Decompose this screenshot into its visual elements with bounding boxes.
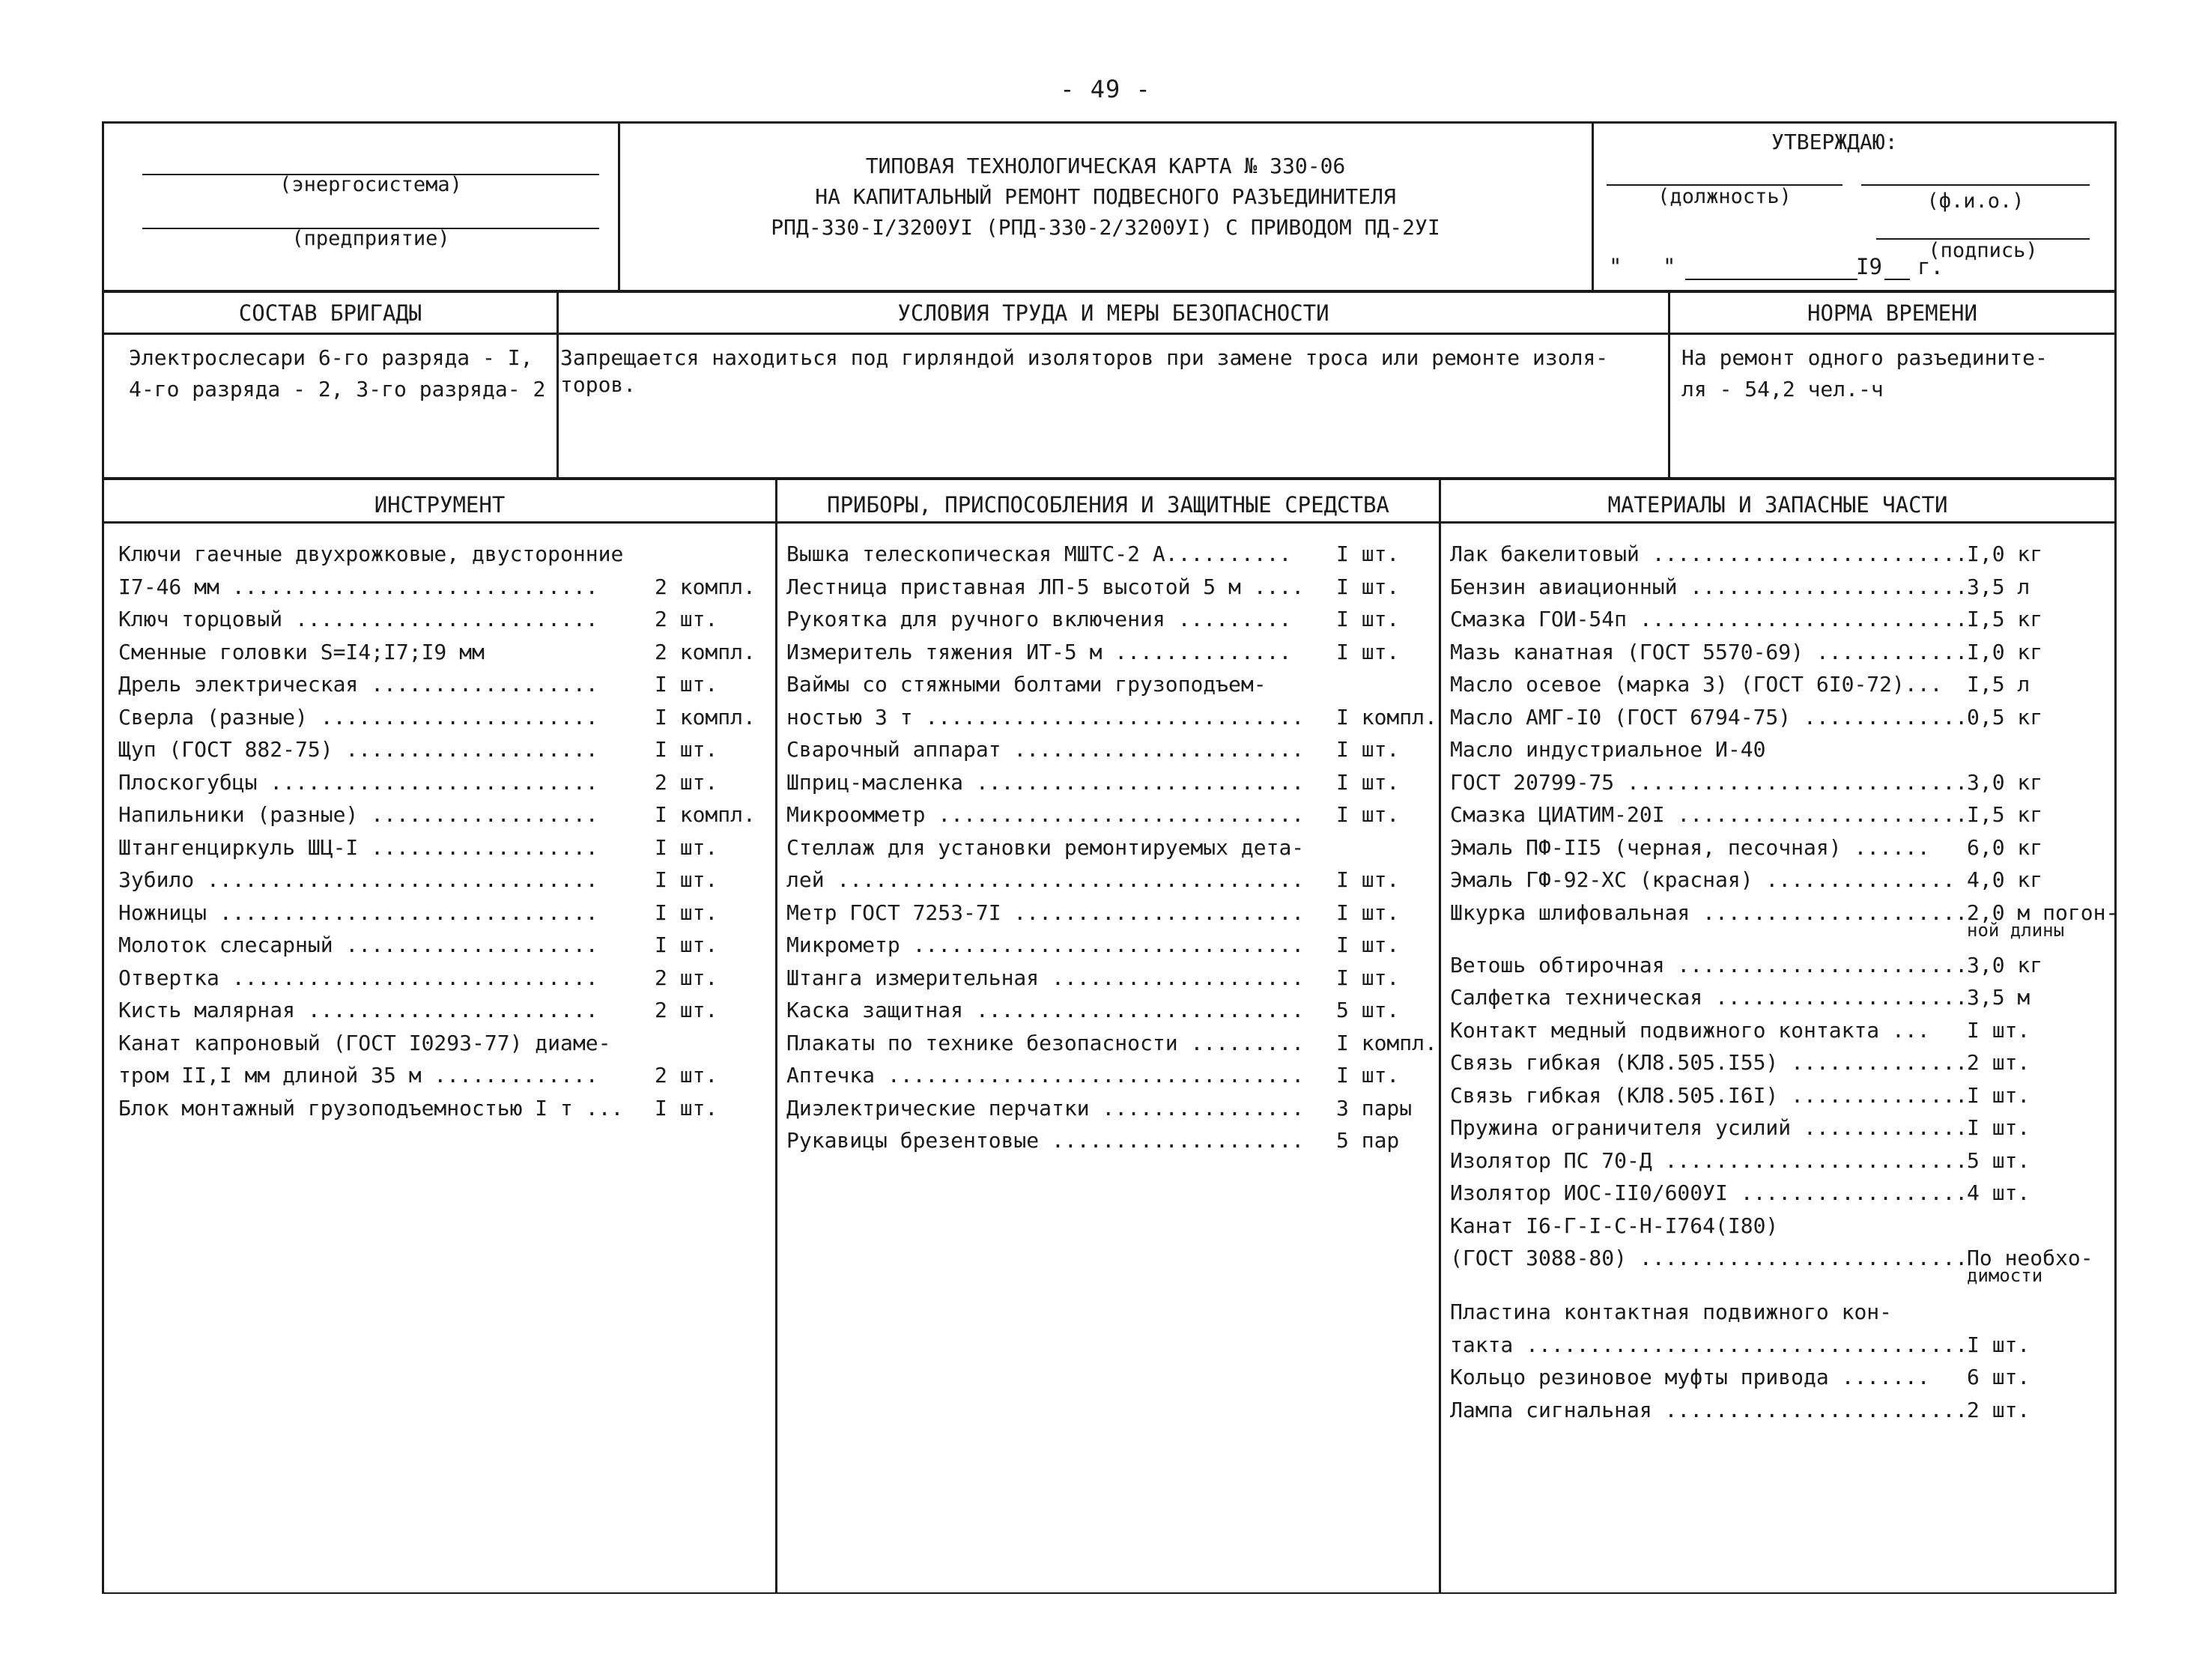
list-item [1450,636,2114,669]
item-qty: I,0 кг [1967,542,2043,566]
item-qty: 2 компл. [655,574,756,599]
list-item [118,897,770,930]
item-qty: 2 компл. [655,639,756,664]
list-item [786,798,1435,831]
item-name: Изолятор ПС 70-Д ........................ [1450,1147,1968,1173]
item-qty: I шт. [1336,867,1400,892]
list-item [1450,668,2114,701]
item-qty: I шт. [1967,1082,2030,1108]
item-name: ГОСТ 20799-75 ........................... [1450,769,1968,795]
item-name: Лампа сигнальная ........................ [1450,1397,1968,1422]
item-qty: I шт. [1967,1115,2030,1140]
item-name: Молоток слесарный .................... [118,933,598,957]
item-name: Пластина контактная подвижного кон- [1450,1300,1893,1324]
energy-system-caption: (энергосистема) [279,173,462,196]
item-name: Щуп (ГОСТ 882-75) .................... [118,737,598,762]
lists-divider-right [1439,478,1441,1594]
item-qty: 3 пары [1336,1095,1413,1120]
brigade-line-1: Электрослесари 6-го разряда - I, [129,345,533,370]
item-name: Каска защитная .......................... [786,998,1305,1022]
approve-title: УТВЕРЖДАЮ: [1771,130,1898,154]
item-name: Смазка ЦИАТИМ-20I ....................... [1450,802,1968,827]
list-item [1450,1144,2114,1177]
item-name: Связь гибкая (КЛ8.505.I55) .............. [1450,1050,1968,1075]
list-item [786,603,1435,636]
item-name: Изолятор ИОС-II0/600УI .................. [1450,1180,1968,1205]
item-qty: 2 шт. [655,998,718,1022]
list-item [786,701,1435,734]
list-item [118,766,770,799]
item-qty: I компл. [1336,704,1437,730]
item-qty: I шт. [1336,639,1400,664]
item-qty: I шт. [1336,900,1400,925]
item-qty: 5 пар [1336,1128,1400,1153]
list-item [786,668,1435,701]
item-name: такта ................................... [1450,1332,1968,1357]
item-name: Масло индустриальное И-40 [1450,737,1766,762]
item-name: Связь гибкая (КЛ8.505.I6I) .............. [1450,1082,1968,1108]
list-item [1450,1361,2114,1394]
list-item [786,897,1435,930]
item-name: Блок монтажный грузоподъемностью I т ... [118,1095,624,1120]
item-qty: 5 шт. [1336,998,1400,1022]
item-qty: I компл. [1336,1030,1437,1055]
item-qty: 3,0 кг [1967,769,2043,795]
item-name: Эмаль ПФ-II5 (черная, песочная) ...... [1450,834,1930,860]
item-name: Сварочный аппарат ....................... [786,737,1305,762]
list-item [118,1092,770,1125]
item-name: Канат I6-Г-I-С-Н-I764(I80) [1450,1213,1779,1238]
item-name: Стеллаж для установки ремонтируемых дета- [786,834,1305,860]
list-item [786,1059,1435,1092]
list-item [1450,949,2114,982]
item-qty: I шт. [655,672,718,697]
item-name: Шкурка шлифовальная ..................... [1450,900,1968,925]
list-item [1450,1112,2114,1144]
item-name: Салфетка техническая .................... [1450,985,1968,1010]
year-line [1884,279,1910,280]
item-name: Лестница приставная ЛП-5 высотой 5 м .... [786,574,1305,599]
list-item [118,864,770,897]
item-qty: I шт. [655,900,718,925]
list-item [1450,603,2114,636]
list-item [118,962,770,995]
item-name: Плакаты по технике безопасности ......... [786,1030,1305,1055]
item-qty: I шт. [1336,607,1400,631]
list-item [786,1027,1435,1060]
item-qty: 5 шт. [1967,1147,2030,1173]
list-item [118,538,770,571]
list-item [118,733,770,766]
item-name: Штангенциркуль ШЦ-I .................. [118,834,598,860]
item-name: Микрометр ............................... [786,933,1305,957]
item-name: Аптечка ................................. [786,1063,1305,1088]
date-quote-open: " [1609,254,1622,279]
lists-heading-rule [102,521,2117,524]
item-name: Сверла (разные) ...................... [118,704,598,730]
item-qty: I шт. [1336,769,1400,795]
time-norm-line-2: ля - 54,2 чел.-ч [1681,377,1884,401]
item-name: Напильники (разные) .................. [118,802,598,827]
safety-heading: УСЛОВИЯ ТРУДА И МЕРЫ БЕЗОПАСНОСТИ [897,300,1329,326]
item-name: Кольцо резиновое муфты привода ....... [1450,1365,1930,1389]
item-name: Дрель электрическая .................. [118,672,598,697]
list-item [1450,1242,2114,1296]
item-name: Зубило ............................... [118,867,598,892]
item-name: (ГОСТ 3088-80) .......................... [1450,1246,1968,1270]
list-item [786,636,1435,669]
item-name: лей ..................................... [786,867,1305,892]
item-qty: I шт. [1336,933,1400,957]
item-qty: 3,5 м [1967,985,2030,1010]
item-name: тром II,I мм длиной 35 м ............. [118,1063,598,1088]
item-name: Ключи гаечные двухрожковые, двусторонние [118,542,624,566]
list-item [1450,701,2114,734]
list-item [786,962,1435,995]
item-qty: 2 шт. [1967,1050,2030,1075]
item-qty: I шт. [1336,1063,1400,1088]
item-name: Диэлектрические перчатки ................ [786,1095,1305,1120]
item-qty: 2 шт. [655,607,718,631]
list-item [1450,897,2119,949]
item-name: Сменные головки S=I4;I7;I9 мм [118,639,598,664]
materials-heading: МАТЕРИАЛЫ И ЗАПАСНЫЕ ЧАСТИ [1607,492,1948,518]
card-title-line-2: НА КАПИТАЛЬНЫЙ РЕМОНТ ПОДВЕСНОГО РАЗЪЕДИНИТЕЛЯ [815,184,1396,209]
item-qty: 2 шт. [1967,1397,2030,1422]
brigade-line-2: 4-го разряда - 2, 3-го разряда- 2 [129,377,546,401]
list-item [1450,733,2114,766]
safety-line-1: Запрещается находиться под гирляндой изоляторов при замене троса или ремонте изоля- [560,345,1609,370]
item-qty: I шт. [655,834,718,860]
item-name: Пружина ограничителя усилий ............. [1450,1115,1968,1140]
list-item [1450,538,2114,571]
item-qty: I шт. [1336,965,1400,990]
item-qty: 2 шт. [655,1063,718,1088]
list-item [1450,864,2114,897]
item-qty: I шт. [1336,542,1400,566]
position-caption: (должность) [1658,185,1792,208]
card-title-line-3: РПД-330-I/3200УI (РПД-330-2/3200УI) С ПРИВОДОМ ПД-2УI [771,215,1440,240]
item-qty: I шт. [1336,802,1400,827]
item-qty: 4,0 кг [1967,867,2043,892]
list-item [1450,571,2114,604]
item-name: Шприц-масленка .......................... [786,769,1305,795]
item-qty: 4 шт. [1967,1180,2030,1205]
item-qty: 3,0 кг [1967,952,2043,977]
item-name: Ножницы .............................. [118,900,598,925]
item-name: Ваймы со стяжными болтами грузоподъем- [786,672,1267,697]
item-qty: 2 шт. [655,769,718,795]
item-name: Лак бакелитовый ......................... [1450,542,1968,566]
name-caption: (ф.и.о.) [1926,189,2025,213]
list-item [1450,1079,2114,1112]
item-name: Кисть малярная ....................... [118,998,598,1022]
list-item [786,571,1435,604]
item-qty: 6,0 кг [1967,834,2043,860]
item-qty: I шт. [1336,574,1400,599]
list-item [118,1059,770,1092]
item-name: Смазка ГОИ-54п .......................... [1450,607,1968,631]
item-qty: I,5 кг [1967,607,2043,631]
item-name: ностью 3 т .............................. [786,704,1305,730]
list-item [786,1092,1435,1125]
list-item [1450,1014,2114,1047]
item-qty: 2 шт. [655,965,718,990]
item-qty: I шт. [655,867,718,892]
item-name: Плоскогубцы .......................... [118,769,598,795]
list-item [1450,1046,2114,1079]
list-item [786,766,1435,799]
list-item [1450,981,2114,1014]
list-item [1450,1177,2114,1210]
page-number: - 49 - [1060,75,1151,103]
list-item [786,864,1435,897]
time-norm-line-1: На ремонт одного разъедините- [1681,345,2048,370]
list-item [786,994,1435,1027]
list-item [118,929,770,962]
item-name: Мазь канатная (ГОСТ 5570-69) ............ [1450,639,1968,664]
list-item [786,1124,1435,1157]
list-item [1450,1210,2114,1243]
lists-divider-left [775,478,777,1594]
card-title-line-1: ТИПОВАЯ ТЕХНОЛОГИЧЕСКАЯ КАРТА № 330-06 [865,154,1346,178]
list-item [786,831,1435,864]
list-item [118,668,770,701]
item-name: Рукавицы брезентовые .................... [786,1128,1305,1153]
signature-caption: (подпись) [1928,239,2038,262]
list-item [1450,1296,2114,1329]
list-item [118,603,770,636]
item-qty: 3,5 л [1967,574,2030,599]
time-norm-heading: НОРМА ВРЕМЕНИ [1807,300,1977,326]
item-name: Масло осевое (марка 3) (ГОСТ 6I0-72)... [1450,672,1943,697]
list-item [118,994,770,1027]
list-item [118,571,770,604]
item-name: Ветошь обтирочная ....................... [1450,952,1968,977]
enterprise-caption: (предприятие) [291,227,450,250]
section2-heading-rule [102,333,2117,335]
list-item [118,831,770,864]
item-name: Метр ГОСТ 7253-7I ....................... [786,900,1305,925]
item-qty: I шт. [1336,737,1400,762]
list-item [1450,1394,2114,1427]
item-qty: 0,5 кг [1967,704,2043,730]
list-item [118,636,770,669]
item-qty-cont: димости [1967,1265,2043,1286]
item-qty: I шт. [655,737,718,762]
item-name: Вышка телескопическая МШТС-2 А.......... [786,542,1292,566]
item-qty: 2,0 м погон- [1967,900,2119,925]
item-qty: По необхо- [1967,1246,2093,1270]
name-line [1861,184,2090,186]
safety-line-2: торов. [560,372,637,397]
item-name: Рукоятка для ручного включения ......... [786,607,1292,631]
item-qty: I шт. [655,1095,718,1120]
item-name: Бензин авиационный ...................... [1450,574,1968,599]
item-qty: I компл. [655,802,756,827]
header-divider-right [1592,121,1594,292]
date-line [1685,279,1857,280]
list-item [1450,1329,2114,1362]
list-item [1450,798,2114,831]
list-item [1450,831,2114,864]
item-qty: 6 шт. [1967,1365,2030,1389]
item-qty: I шт. [1967,1332,2030,1357]
list-item [1450,766,2114,799]
list-item [786,733,1435,766]
item-name: Штанга измерительная .................... [786,965,1305,990]
item-qty: I,0 кг [1967,639,2043,664]
list-item [786,929,1435,962]
materials-list [1450,538,2119,1426]
item-qty: I шт. [655,933,718,957]
year-prefix: I9 [1856,254,1882,279]
item-name: Отвертка ............................. [118,965,598,990]
item-name: Ключ торцовый ........................ [118,607,598,631]
tools-list [118,538,770,1124]
item-qty: I,5 л [1967,672,2030,697]
list-item [118,701,770,734]
devices-heading: ПРИБОРЫ, ПРИСПОСОБЛЕНИЯ И ЗАЩИТНЫЕ СРЕДСТВА [827,492,1389,518]
tools-heading: ИНСТРУМЕНТ [374,492,506,518]
item-name: I7-46 мм ............................. [118,574,598,599]
item-name: Канат капроновый (ГОСТ I0293-77) диаме- [118,1030,611,1055]
item-qty: I компл. [655,704,756,730]
date-quote-close: " [1663,254,1676,279]
list-item [118,798,770,831]
item-qty: I шт. [1967,1017,2030,1043]
item-name: Эмаль ГФ-92-ХС (красная) ............... [1450,867,1956,892]
list-item [118,1027,770,1060]
brigade-heading: СОСТАВ БРИГАДЫ [238,300,422,326]
item-name: Контакт медный подвижного контакта ... [1450,1017,1930,1043]
item-name: Микроомметр ............................. [786,802,1305,827]
year-suffix: г. [1917,254,1944,279]
item-qty: I,5 кг [1967,802,2043,827]
devices-list [786,538,1435,1157]
item-name: Масло АМГ-I0 (ГОСТ 6794-75) ............. [1450,704,1968,730]
item-qty-cont: ной длины [1967,919,2065,941]
list-item [786,538,1435,571]
item-name: Измеритель тяжения ИТ-5 м .............. [786,639,1292,664]
